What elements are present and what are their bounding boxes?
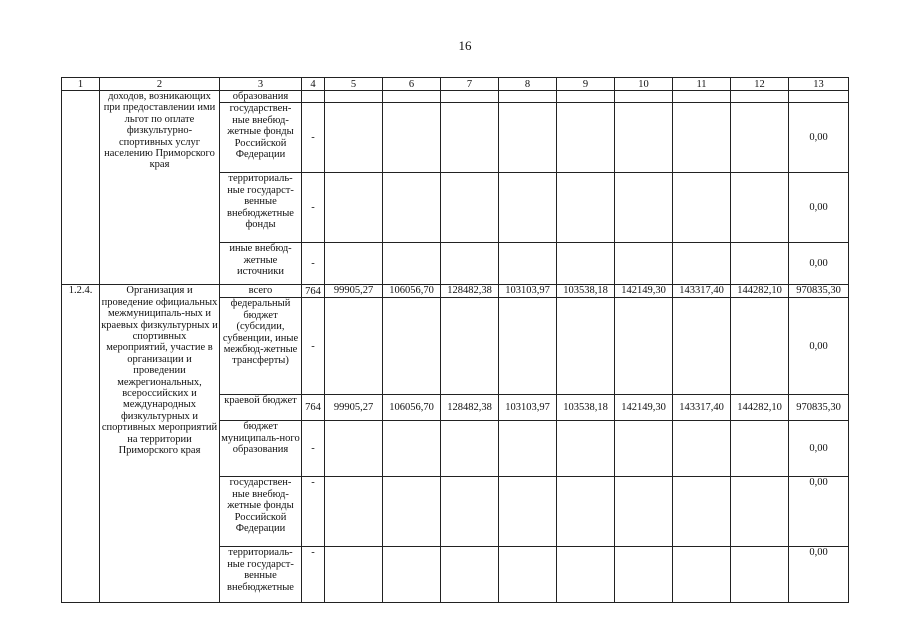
- page-number: 16: [458, 38, 472, 53]
- header-cell: 1: [62, 78, 100, 91]
- value-cell: 103103,97: [499, 285, 557, 298]
- value-cell: 106056,70: [383, 395, 441, 421]
- code-cell: [302, 91, 325, 103]
- total-cell: 0,00: [789, 103, 849, 173]
- header-cell: 11: [673, 78, 731, 91]
- total-cell: 0,00: [789, 243, 849, 285]
- total-cell: 0,00: [789, 477, 849, 547]
- total-cell: [789, 91, 849, 103]
- value-cell: 99905,27: [325, 395, 383, 421]
- code-cell: -: [302, 298, 325, 395]
- header-cell: 3: [220, 78, 302, 91]
- total-cell: 0,00: [789, 298, 849, 395]
- code-cell: 764: [302, 285, 325, 298]
- funding-source: государствен-ные внебюд-жетные фонды Российской Федерации: [220, 103, 302, 173]
- code-cell: -: [302, 477, 325, 547]
- value-cell: 103538,18: [557, 285, 615, 298]
- funding-source: федеральный бюджет (субсидии, субвенции, иные межбюд-жетные трансферты): [220, 298, 302, 395]
- value-cell: 143317,40: [673, 395, 731, 421]
- value-cell: 144282,10: [731, 285, 789, 298]
- header-cell: 9: [557, 78, 615, 91]
- header-cell: 10: [615, 78, 673, 91]
- item-description: доходов, возникающих при предоставлении ими льгот по оплате физкультурно-спортивных услуг населению Приморского края: [100, 91, 220, 285]
- value-cell: 144282,10: [731, 395, 789, 421]
- header-cell: 12: [731, 78, 789, 91]
- value-cell: 142149,30: [615, 285, 673, 298]
- value-cell: 106056,70: [383, 285, 441, 298]
- header-cell: 13: [789, 78, 849, 91]
- value-cell: 103538,18: [557, 395, 615, 421]
- item-number: 1.2.4.: [62, 285, 100, 603]
- item-description: Организация и проведение официальных межмуниципаль-ных и краевых физкультурных и спортивных мероприятий, участие в организации и проведении межрегиональных, всероссийских и международных физкультурных и спортивных мероприятий на территории Приморского края: [100, 285, 220, 603]
- budget-table: [61, 77, 849, 603]
- total-cell: 970835,30: [789, 285, 849, 298]
- value-cell: 142149,30: [615, 395, 673, 421]
- value-cell: 103103,97: [499, 395, 557, 421]
- funding-source: территориаль-ные государст-венные внебюджетные фонды: [220, 173, 302, 243]
- funding-source: бюджет муниципаль-ного образования: [220, 421, 302, 477]
- code-cell: 764: [302, 395, 325, 421]
- item-number-cell: [62, 91, 100, 285]
- header-cell: 5: [325, 78, 383, 91]
- code-cell: -: [302, 547, 325, 603]
- value-cell: 143317,40: [673, 285, 731, 298]
- funding-source: краевой бюджет: [220, 395, 302, 421]
- table-header-row: [62, 78, 849, 91]
- code-cell: -: [302, 173, 325, 243]
- funding-source: территориаль-ные государст-венные внебюджетные: [220, 547, 302, 603]
- value-cell: 99905,27: [325, 285, 383, 298]
- total-cell: 0,00: [789, 421, 849, 477]
- table-row: [62, 91, 849, 103]
- code-cell: -: [302, 103, 325, 173]
- header-cell: 4: [302, 78, 325, 91]
- header-cell: 2: [100, 78, 220, 91]
- header-cell: 8: [499, 78, 557, 91]
- total-cell: 0,00: [789, 173, 849, 243]
- header-cell: 7: [441, 78, 499, 91]
- total-cell: 970835,30: [789, 395, 849, 421]
- code-cell: -: [302, 243, 325, 285]
- value-cell: 128482,38: [441, 285, 499, 298]
- funding-source: образования: [220, 91, 302, 103]
- code-cell: -: [302, 421, 325, 477]
- funding-source: государствен-ные внебюд-жетные фонды Российской Федерации: [220, 477, 302, 547]
- table-row: [62, 285, 849, 298]
- header-cell: 6: [383, 78, 441, 91]
- funding-source: иные внебюд-жетные источники: [220, 243, 302, 285]
- total-cell: 0,00: [789, 547, 849, 603]
- value-cell: 128482,38: [441, 395, 499, 421]
- funding-source: всего: [220, 285, 302, 298]
